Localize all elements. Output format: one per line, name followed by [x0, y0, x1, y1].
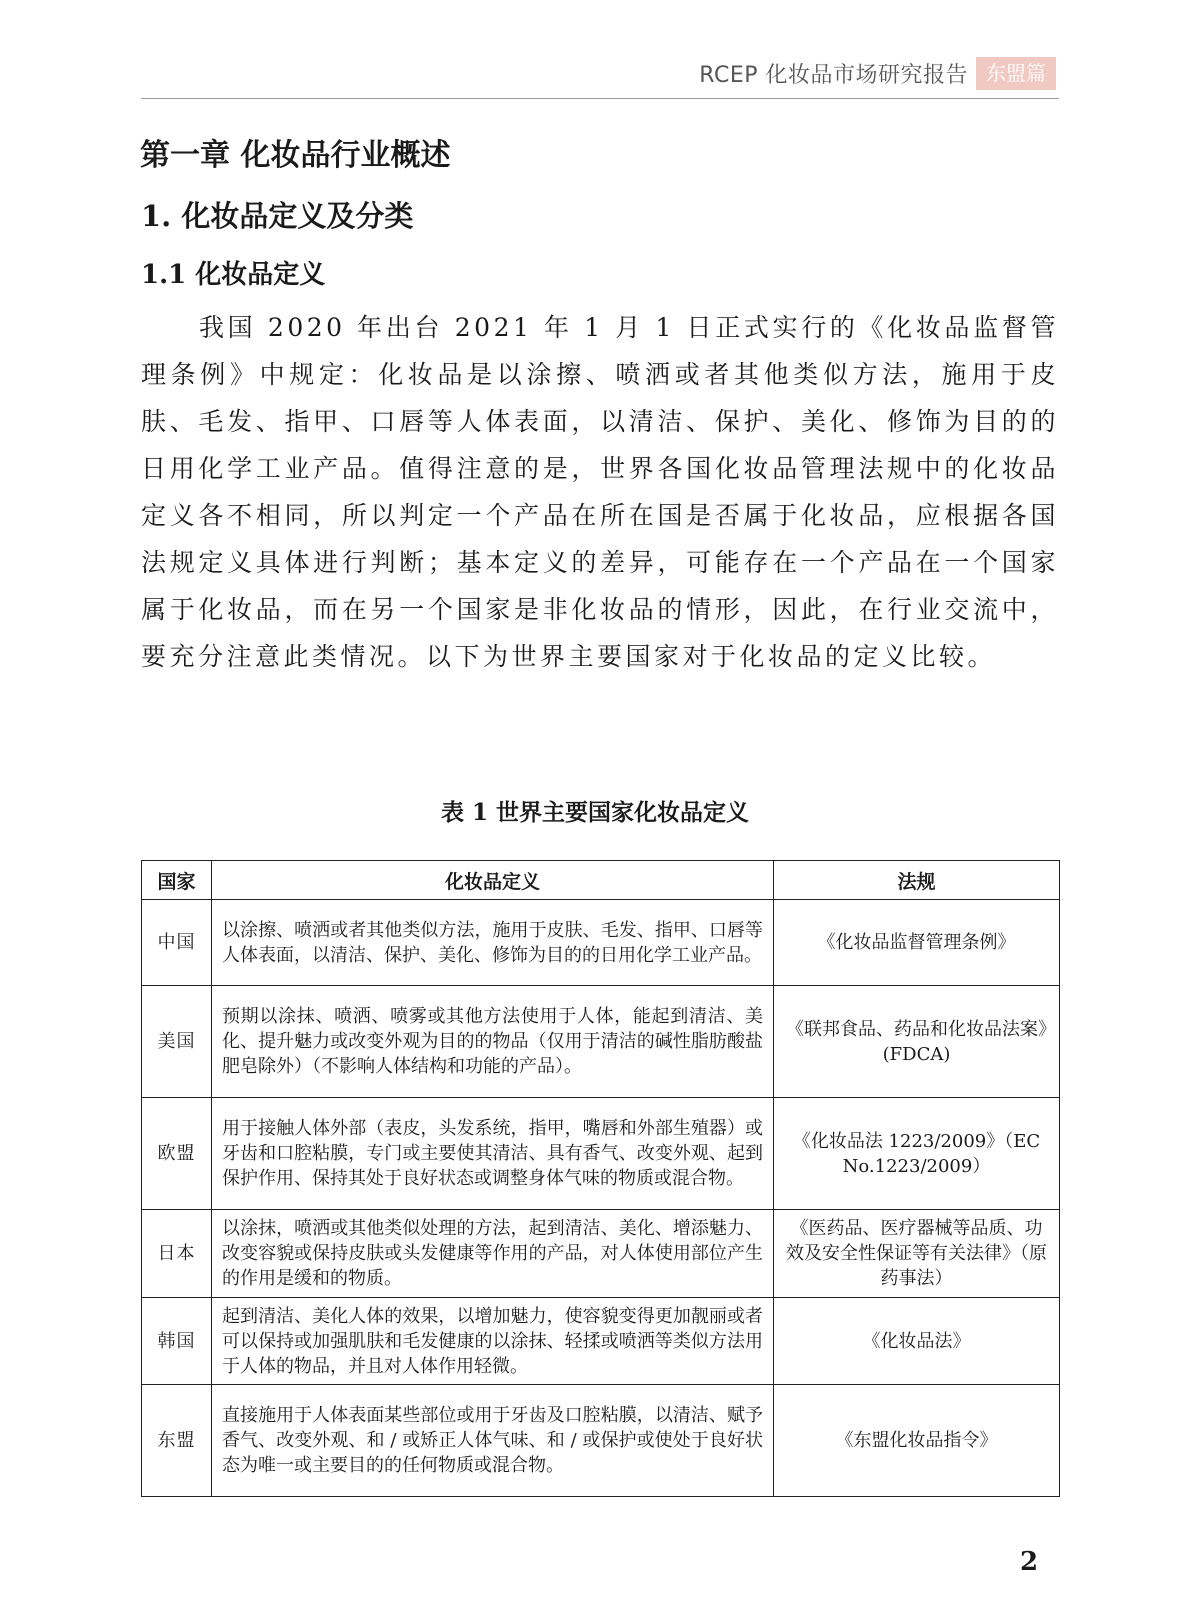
definition-cell: 直接施用于人体表面某些部位或用于牙齿及口腔粘膜，以清洁、赋予香气、改变外观、和 / 或矫正人体气味、和 / 或保护或使处于良好状态为唯一或主要目的的任何物质或混合物。 — [212, 1385, 774, 1497]
country-cell: 欧盟 — [142, 1098, 212, 1210]
running-header-badge: 东盟篇 — [976, 57, 1056, 90]
table-row — [142, 986, 1060, 1098]
table-row — [142, 1210, 1060, 1298]
table-caption: 表 1 世界主要国家化妆品定义 — [440, 799, 750, 826]
country-cell: 美国 — [142, 986, 212, 1098]
law-cell: 《医药品、医疗器械等品质、功效及安全性保证等有关法律》（原药事法） — [774, 1210, 1060, 1298]
header-definition: 化妆品定义 — [212, 861, 774, 900]
table-row — [142, 1298, 1060, 1385]
country-cell: 韩国 — [142, 1298, 212, 1385]
table-header-row — [142, 861, 1060, 900]
table-row — [142, 1098, 1060, 1210]
section-title: 1. 化妆品定义及分类 — [141, 199, 414, 233]
country-cell: 中国 — [142, 900, 212, 986]
header-divider — [141, 98, 1059, 99]
page-number: 2 — [1020, 1547, 1039, 1577]
definition-cell: 用于接触人体外部（表皮，头发系统，指甲，嘴唇和外部生殖器）或牙齿和口腔粘膜，专门或主要使其清洁、具有香气、改变外观、起到保护作用、保持其处于良好状态或调整身体气味的物质或混合物。 — [212, 1098, 774, 1210]
definition-cell: 以涂抹，喷洒或其他类似处理的方法，起到清洁、美化、增添魅力、改变容貌或保持皮肤或头发健康等作用的产品，对人体使用部位产生的作用是缓和的物质。 — [212, 1210, 774, 1298]
definition-cell: 预期以涂抹、喷洒、喷雾或其他方法使用于人体，能起到清洁、美化、提升魅力或改变外观为目的的物品（仅用于清洁的碱性脂肪酸盐肥皂除外）（不影响人体结构和功能的产品）。 — [212, 986, 774, 1098]
law-cell: 《化妆品法 1223/2009》（EC No.1223/2009） — [774, 1098, 1060, 1210]
body-paragraph: 我国 2020 年出台 2021 年 1 月 1 日正式实行的《化妆品监督管理条例》中规定：化妆品是以涂擦、喷洒或者其他类似方法，施用于皮肤、毛发、指甲、口唇等人体表面，以清洁、保护、美化、修饰为目的的日用化学工业产品。值得注意的是，世界各国化妆品管理法规中的化妆品定义各不相同，所以判定一个产品在所在国是否属于化妆品，应根据各国法规定义具体进行判断；基本定义的差异，可能存在一个产品在一个国家属于化妆品，而在另一个国家是非化妆品的情形，因此，在行业交流中，要充分注意此类情况。以下为世界主要国家对于化妆品的定义比较。 — [141, 313, 1059, 671]
country-cell: 东盟 — [142, 1385, 212, 1497]
definition-cell: 以涂擦、喷洒或者其他类似方法，施用于皮肤、毛发、指甲、口唇等人体表面，以清洁、保护、美化、修饰为目的的日用化学工业产品。 — [212, 900, 774, 986]
law-cell: 《东盟化妆品指令》 — [774, 1385, 1060, 1497]
definition-cell: 起到清洁、美化人体的效果，以增加魅力，使容貌变得更加靓丽或者可以保持或加强肌肤和毛发健康的以涂抹、轻揉或喷洒等类似方法用于人体的物品，并且对人体作用轻微。 — [212, 1298, 774, 1385]
law-cell: 《化妆品法》 — [774, 1298, 1060, 1385]
country-cell: 日本 — [142, 1210, 212, 1298]
law-cell: 《化妆品监督管理条例》 — [774, 900, 1060, 986]
running-header-title: RCEP 化妆品市场研究报告 — [699, 63, 968, 88]
table-row — [142, 1385, 1060, 1497]
cosmetics-definition-table — [141, 860, 1060, 1497]
table-row — [142, 900, 1060, 986]
chapter-title: 第一章 化妆品行业概述 — [140, 138, 451, 173]
header-law: 法规 — [774, 861, 1060, 900]
header-country: 国家 — [142, 861, 212, 900]
subsection-title: 1.1 化妆品定义 — [141, 260, 326, 290]
law-cell: 《联邦食品、药品和化妆品法案》(FDCA) — [774, 986, 1060, 1098]
